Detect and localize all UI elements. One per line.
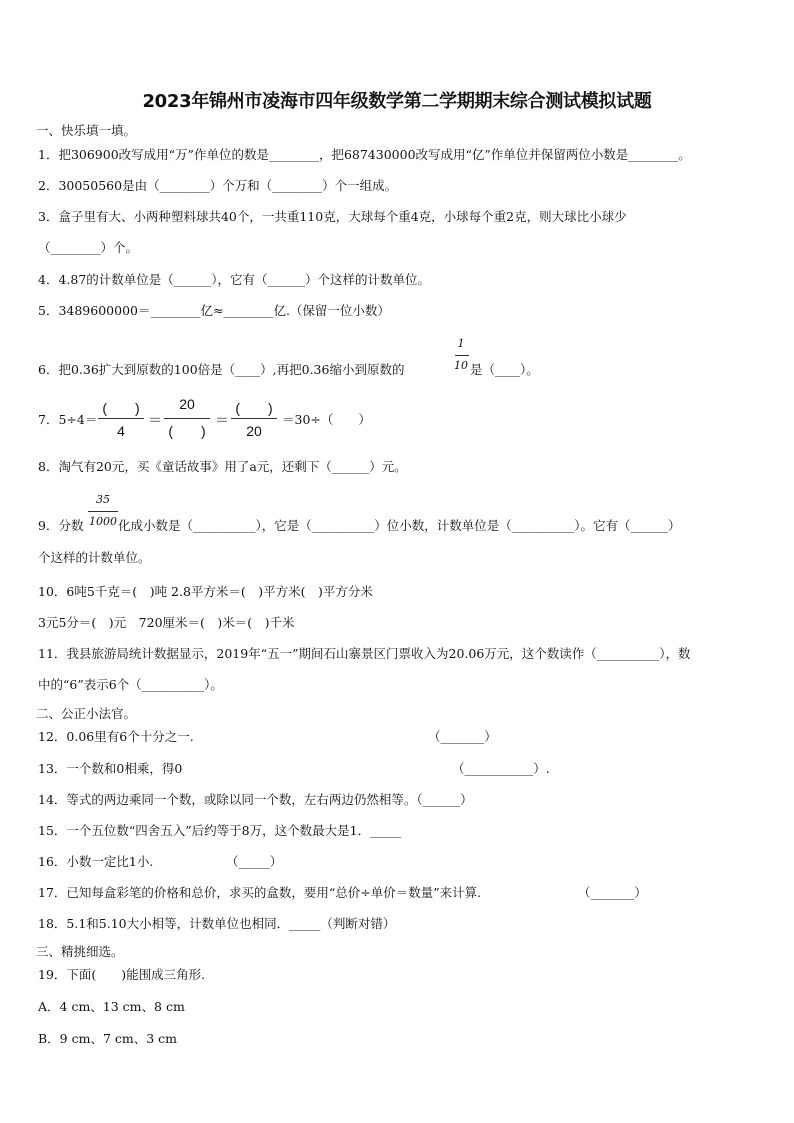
question-3-line-2: （________）个。 bbox=[38, 240, 139, 255]
question-18: 18．5.1和5.10大小相等，计数单位也相同．_____（判断对错） bbox=[38, 916, 396, 931]
question-11-line-1: 11．我县旅游局统计数据显示，2019年“五一”期间石山寨景区门票收入为20.06万元，这个数读作（__________），数 bbox=[38, 646, 691, 661]
question-4: 4．4.87的计数单位是（______），它有（______）个这样的计数单位。 bbox=[38, 272, 431, 287]
q9-fraction-bar bbox=[88, 511, 118, 512]
question-12-answer-blank: （_______） bbox=[428, 729, 497, 744]
q7-fraction-1-numerator: ( ) bbox=[102, 400, 140, 416]
question-7-label: 7．5÷4＝ bbox=[38, 412, 98, 427]
question-8: 8．淘气有20元，买《童话故事》用了a元，还剩下（______）元。 bbox=[38, 459, 407, 474]
q9-fraction-numerator: 35 bbox=[96, 493, 110, 506]
q7-fraction-3-denominator: 20 bbox=[246, 423, 262, 439]
question-13: 13．一个数和0相乘，得0 bbox=[38, 761, 183, 776]
question-17: 17．已知每盒彩笔的价格和总价，求买的盒数，要用“总价÷单价＝数量”来计算. bbox=[38, 885, 482, 900]
question-12: 12．0.06里有6个十分之一. bbox=[38, 729, 194, 744]
question-7-tail: ＝30÷（ ） bbox=[282, 412, 371, 427]
question-10-line-2: 3元5分＝( )元 720厘米＝( )米＝( )千米 bbox=[38, 615, 295, 630]
q9-fraction-denominator: 1000 bbox=[89, 515, 117, 528]
q6-fraction-numerator: 1 bbox=[457, 337, 465, 350]
q7-fraction-3-bar bbox=[231, 418, 277, 419]
q7-fraction-2-numerator: 20 bbox=[179, 396, 195, 412]
question-19: 19．下面( )能围成三角形. bbox=[38, 967, 206, 982]
question-16: 16．小数一定比1小. bbox=[38, 854, 154, 869]
question-5: 5．3489600000＝________亿≈________亿.（保留一位小数） bbox=[38, 303, 390, 318]
q7-fraction-2-denominator: ( ) bbox=[168, 423, 206, 439]
question-6-part-1: 6．把0.36扩大到原数的100倍是（____）,再把0.36缩小到原数的 bbox=[38, 362, 405, 377]
q7-equals-2: ＝ bbox=[215, 412, 229, 428]
q6-fraction-bar bbox=[455, 355, 469, 356]
section-heading-multiple-choice: 三、精挑细选。 bbox=[36, 944, 124, 959]
question-11-line-2: 中的“6”表示6个（__________）。 bbox=[38, 677, 223, 692]
option-b: B．9 cm、7 cm、3 cm bbox=[38, 1031, 178, 1046]
question-3-line-1: 3．盒子里有大、小两种塑料球共40个，一共重110克，大球每个重4克，小球每个重2克，则大球比小球少 bbox=[38, 209, 627, 224]
exam-title: 2023年锦州市凌海市四年级数学第二学期期末综合测试模拟试题 bbox=[142, 91, 652, 112]
question-10-line-1: 10．6吨5千克＝( )吨 2.8平方米＝( )平方米( )平方分米 bbox=[38, 584, 373, 599]
question-13-answer-blank: （___________）. bbox=[452, 761, 550, 776]
q7-fraction-1-bar bbox=[98, 418, 144, 419]
q7-fraction-3-numerator: ( ) bbox=[235, 400, 273, 416]
q7-equals-1: ＝ bbox=[148, 412, 162, 428]
question-15: 15．一个五位数“四舍五入”后约等于8万，这个数最大是1．_____ bbox=[38, 823, 402, 838]
section-heading-fill-in: 一、快乐填一填。 bbox=[36, 123, 137, 138]
q6-fraction-denominator: 10 bbox=[454, 359, 468, 372]
option-a: A．4 cm、13 cm、8 cm bbox=[38, 999, 185, 1014]
question-9-prefix: 9．分数 bbox=[38, 518, 84, 533]
question-9-body: 化成小数是（__________），它是（__________）位小数，计数单位是（__________）。它有（______） bbox=[118, 518, 681, 533]
question-17-answer-blank: （_______） bbox=[578, 885, 647, 900]
question-16-answer-blank: （_____） bbox=[226, 854, 283, 869]
question-14: 14．等式的两边乘同一个数，或除以同一个数，左右两边仍然相等。（______） bbox=[38, 792, 473, 807]
question-6-part-2: 是（____）。 bbox=[470, 362, 539, 377]
q7-fraction-1-denominator: 4 bbox=[117, 423, 125, 439]
question-9-line-2: 个这样的计数单位。 bbox=[38, 550, 151, 565]
section-heading-true-false: 二、公正小法官。 bbox=[36, 706, 137, 721]
question-1: 1．把306900改写成用“万”作单位的数是________，把687430000改写成用“亿”作单位并保留两位小数是________。 bbox=[38, 147, 691, 162]
question-2: 2．30050560是由（________）个万和（________）个一组成。 bbox=[38, 178, 398, 193]
q7-fraction-2-bar bbox=[164, 418, 210, 419]
